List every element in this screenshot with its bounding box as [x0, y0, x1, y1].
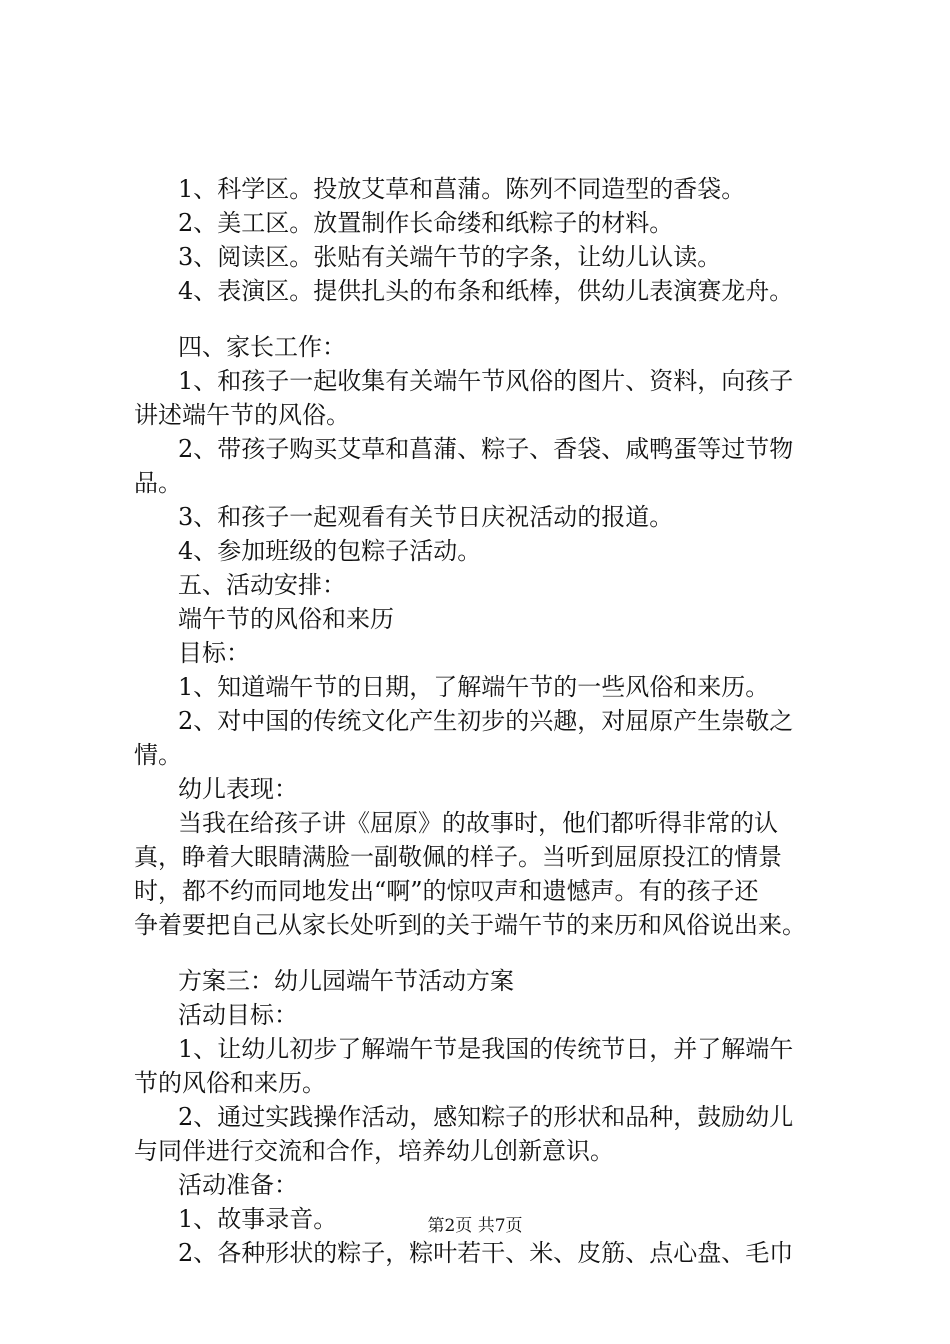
paragraph-gap [134, 942, 834, 964]
paragraph-continuation-line: 时，都不约而同地发出“啊”的惊叹声和遗憾声。有的孩子还 [134, 877, 759, 905]
document-body [134, 172, 834, 1270]
paragraph [134, 806, 834, 942]
paragraph-first-line: 活动准备： [178, 1171, 298, 1199]
paragraph-continuation-line: 情。 [134, 741, 182, 769]
page-footer: 第2页 共7页 [427, 1216, 523, 1236]
paragraph [134, 670, 834, 704]
paragraph-first-line: 2、各种形状的粽子，粽叶若干、米、皮筋、点心盘、毛巾 [178, 1239, 794, 1267]
paragraph [134, 240, 834, 274]
paragraph [134, 1168, 834, 1202]
paragraph [134, 274, 834, 308]
paragraph [134, 330, 834, 364]
paragraph-first-line: 目标： [178, 639, 250, 667]
paragraph-first-line: 2、美工区。放置制作长命缕和纸粽子的材料。 [178, 209, 674, 237]
paragraph [134, 772, 834, 806]
paragraph-first-line: 1、让幼儿初步了解端午节是我国的传统节日，并了解端午 [178, 1035, 794, 1063]
paragraph [134, 172, 834, 206]
paragraph-gap [134, 308, 834, 330]
paragraph-first-line: 4、参加班级的包粽子活动。 [178, 537, 482, 565]
paragraph [134, 998, 834, 1032]
paragraph-continuation-line: 真，睁着大眼睛满脸一副敬佩的样子。当听到屈原投江的情景 [134, 843, 782, 871]
paragraph-first-line: 1、科学区。投放艾草和菖蒲。陈列不同造型的香袋。 [178, 175, 746, 203]
paragraph-continuation-line: 品。 [134, 469, 182, 497]
paragraph [134, 704, 834, 772]
paragraph [134, 364, 834, 432]
paragraph-first-line: 2、带孩子购买艾草和菖蒲、粽子、香袋、咸鸭蛋等过节物 [178, 435, 794, 463]
paragraph-first-line: 五、活动安排： [178, 571, 346, 599]
paragraph [134, 1032, 834, 1100]
paragraph-continuation-line: 争着要把自己从家长处听到的关于端午节的来历和风俗说出来。 [134, 911, 806, 939]
paragraph-first-line: 端午节的风俗和来历 [178, 605, 394, 633]
paragraph-first-line: 2、对中国的传统文化产生初步的兴趣，对屈原产生崇敬之 [178, 707, 794, 735]
paragraph [134, 1236, 834, 1270]
paragraph-continuation-line: 讲述端午节的风俗。 [134, 401, 350, 429]
paragraph [134, 206, 834, 240]
paragraph [134, 964, 834, 998]
paragraph [134, 602, 834, 636]
paragraph [134, 636, 834, 670]
paragraph-first-line: 2、通过实践操作活动，感知粽子的形状和品种，鼓励幼儿 [178, 1103, 794, 1131]
paragraph-first-line: 活动目标： [178, 1001, 298, 1029]
paragraph [134, 568, 834, 602]
paragraph-continuation-line: 与同伴进行交流和合作，培养幼儿创新意识。 [134, 1137, 614, 1165]
paragraph [134, 432, 834, 500]
paragraph-first-line: 1、知道端午节的日期，了解端午节的一些风俗和来历。 [178, 673, 770, 701]
paragraph-first-line: 3、和孩子一起观看有关节日庆祝活动的报道。 [178, 503, 674, 531]
paragraph [134, 534, 834, 568]
paragraph-first-line: 幼儿表现： [178, 775, 298, 803]
paragraph-continuation-line: 节的风俗和来历。 [134, 1069, 326, 1097]
paragraph-first-line: 1、和孩子一起收集有关端午节风俗的图片、资料，向孩子 [178, 367, 794, 395]
paragraph-first-line: 当我在给孩子讲《屈原》的故事时，他们都听得非常的认 [178, 809, 778, 837]
paragraph-first-line: 方案三：幼儿园端午节活动方案 [178, 967, 514, 995]
paragraph-first-line: 1、故事录音。 [178, 1205, 338, 1233]
paragraph-first-line: 3、阅读区。张贴有关端午节的字条，让幼儿认读。 [178, 243, 722, 271]
paragraph [134, 1100, 834, 1168]
paragraph [134, 500, 834, 534]
paragraph-first-line: 四、家长工作： [178, 333, 346, 361]
paragraph-first-line: 4、表演区。提供扎头的布条和纸棒，供幼儿表演赛龙舟。 [178, 277, 794, 305]
